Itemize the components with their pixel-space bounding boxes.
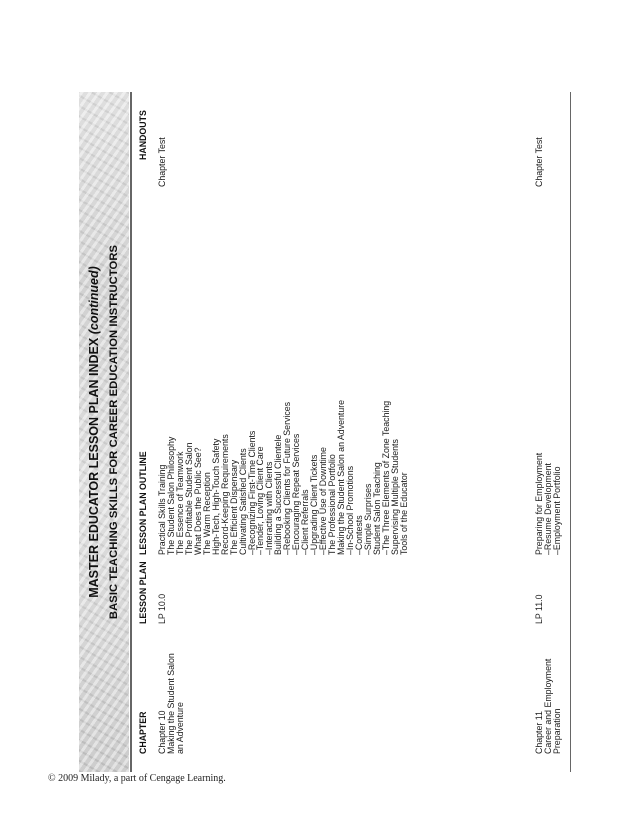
header-rule — [130, 92, 132, 772]
outline-item: –In-School Promotions — [345, 466, 356, 555]
outline-item: –Simple Surprises — [362, 483, 373, 555]
row-1-chapter — [158, 653, 185, 754]
row-2-chapter-line: Career and Employment — [542, 658, 553, 754]
row-1-handouts: Chapter Test — [157, 137, 167, 187]
outline-item: Tools of the Educator — [398, 472, 409, 555]
outline-item: The Professional Portfolio — [327, 454, 338, 555]
row-2-chapter — [535, 659, 562, 754]
outline-item: –Contests — [353, 515, 364, 555]
row-2-chapter-line: Preparation — [551, 708, 562, 754]
outline-item: Building a Successful Clientele — [273, 434, 284, 555]
outline-item: –The Three Elements of Zone Teaching — [380, 400, 391, 555]
column-header-handouts: HANDOUTS — [138, 110, 148, 160]
title-continued: (continued) — [87, 266, 101, 335]
outline-item: The Warm Reception — [201, 472, 212, 555]
row-1-chapter-line: Chapter 10 — [157, 710, 167, 754]
outline-item: Record-Keeping Requirements — [219, 434, 230, 555]
outline-item: –Interacting with Clients — [264, 461, 275, 555]
row-1-chapter-line: an Adventure — [174, 702, 185, 754]
outline-item: –Recognizing First-Time Clients — [246, 430, 257, 555]
outline-item: –Employment Portfolio — [551, 466, 562, 555]
outline-item: The Profitable Student Salon — [183, 442, 194, 555]
footer-rule — [570, 92, 571, 772]
outline-item: The Student Salon Philosophy — [165, 436, 176, 555]
row-1-lesson-plan: LP 10.0 — [157, 593, 167, 624]
outline-item: –Upgrading Client Tickets — [309, 454, 320, 555]
outline-item: High-Tech, High-Touch Safety — [210, 438, 221, 555]
rotated-page — [79, 92, 574, 772]
outline-item: Supervising Multiple Students — [389, 439, 400, 555]
outline-item: Preparing for Employment — [534, 452, 544, 555]
page-subtitle: BASIC TEACHING SKILLS FOR CAREER EDUCATION INSTRUCTORS — [108, 244, 120, 620]
column-header-outline: LESSON PLAN OUTLINE — [138, 451, 148, 555]
outline-item: –Effective Use of Downtime — [318, 447, 329, 555]
row-1-chapter-line: Making the Student Salon — [165, 653, 176, 754]
outline-item: –Client Referrals — [300, 489, 311, 555]
column-header-lesson-plan: LESSON PLAN — [138, 561, 148, 624]
outline-item: Practical Skills Training — [157, 464, 167, 555]
column-header-chapter: CHAPTER — [138, 711, 148, 754]
row-2-chapter-line: Chapter 11 — [534, 711, 544, 754]
row-2-outline — [535, 453, 562, 555]
page-title — [87, 92, 101, 772]
outline-item: The Essence of Teamwork — [174, 451, 185, 555]
outline-item: –Encouraging Repeat Services — [291, 433, 302, 555]
outline-item: Making the Student Salon an Adventure — [336, 399, 347, 555]
outline-item: The Efficient Dispensary — [228, 459, 239, 555]
outline-item: What Does the Public See? — [192, 447, 203, 555]
copyright-notice: © 2009 Milady, a part of Cengage Learning. — [48, 773, 226, 784]
outline-item: –Tender, Loving Client Care — [255, 446, 266, 555]
row-2-lesson-plan: LP 11.0 — [534, 594, 544, 624]
outline-item: –Rebooking Clients for Future Services — [282, 401, 293, 555]
outline-item: –Resume Development — [542, 463, 553, 555]
title-main: MASTER EDUCATOR LESSON PLAN INDEX — [87, 337, 101, 598]
outline-item: Cultivating Satisfied Clients — [237, 448, 248, 555]
outline-item: Student Salon Teaching — [371, 462, 382, 555]
row-1-outline — [158, 400, 409, 555]
row-2-handouts: Chapter Test — [534, 137, 544, 187]
title-banner — [79, 92, 129, 772]
